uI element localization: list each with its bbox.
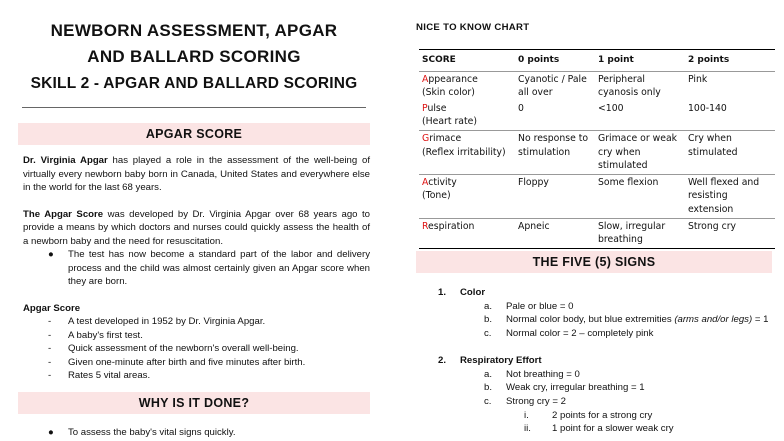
- list-item: - Quick assessment of the newborn's overall well-being.: [48, 343, 299, 354]
- table-row: [419, 130, 775, 174]
- list-item-text: Rates 5 vital areas.: [68, 370, 151, 381]
- apgar-chart-table: [419, 49, 775, 249]
- five-signs-list: [416, 286, 784, 436]
- title-line-1: NEWBORN ASSESSMENT, APGAR: [50, 21, 338, 40]
- row-initial: R: [422, 220, 429, 232]
- table-cell: Peripheral cyanosis only: [598, 73, 661, 99]
- title-line-2: AND BALLARD SCORING: [87, 47, 301, 66]
- list-item: [416, 313, 784, 327]
- item-numeral: ii.: [524, 423, 531, 435]
- row-initial: A: [422, 176, 429, 188]
- sign-title: Color: [460, 287, 486, 298]
- apgar-name: Dr. Virginia Apgar: [23, 155, 108, 166]
- list-item: [416, 422, 784, 436]
- item-text: Not breathing = 0: [506, 368, 580, 380]
- column-header: 1 point: [595, 50, 685, 72]
- table-cell: Slow, irregular breathing: [595, 218, 685, 248]
- table-cell: Some flexion: [595, 174, 685, 218]
- intro-text: has played a role in the assessment of the well-being of virtually every newborn baby born in Canada, United States and everywhere else in the world for the last 68 years.: [23, 155, 370, 193]
- bullet-dot-icon: ●: [48, 249, 54, 260]
- row-subtitle: (Skin color): [422, 87, 475, 99]
- item-text: Weak cry, irregular breathing = 1: [506, 382, 645, 394]
- apgar-score-subheading: Apgar Score: [23, 302, 81, 314]
- apgar-score-term: The Apgar Score: [23, 208, 104, 220]
- sign-number: 2.: [438, 354, 447, 366]
- row-title: espiration: [428, 220, 475, 232]
- list-item-text: Quick assessment of the newborn's overall well-being.: [68, 343, 299, 354]
- sign-title: Respiratory Effort: [460, 354, 542, 366]
- table-cell: Apneic: [515, 218, 595, 248]
- list-item: [416, 300, 784, 314]
- table-cell: 100-140: [685, 101, 775, 131]
- list-item: [416, 327, 784, 341]
- row-label: [419, 174, 515, 218]
- why-bullet: [18, 426, 370, 440]
- title-divider: [22, 107, 366, 108]
- table-cell: <100: [595, 101, 685, 131]
- row-title: ulse: [427, 102, 447, 114]
- apgar-score-paragraph: [23, 208, 370, 249]
- row-initial: G: [422, 132, 430, 144]
- list-item: [416, 381, 784, 395]
- item-letter: b.: [484, 314, 493, 326]
- row-label: [419, 101, 515, 131]
- table-row: [419, 71, 775, 101]
- intro-paragraph: [23, 154, 370, 195]
- item-numeral: i.: [524, 409, 529, 421]
- table-cell: 0: [515, 101, 595, 131]
- row-subtitle: (Heart rate): [422, 116, 477, 128]
- apgar-score-heading: APGAR SCORE: [18, 123, 370, 145]
- sign-item: [416, 354, 784, 368]
- list-item: [416, 409, 784, 423]
- row-label: [419, 71, 515, 101]
- row-title: rimace: [429, 132, 462, 144]
- item-text: 1 point for a slower weak cry: [552, 423, 674, 435]
- sign-item: [416, 286, 784, 300]
- left-column: [18, 18, 370, 439]
- row-title: ppearance: [428, 73, 478, 85]
- column-header: SCORE: [419, 50, 515, 72]
- apgar-score-text: was developed by Dr. Virginia Apgar over 68 years ago to provide a means by which doctors and nurses could quickly assess the health of a newborn baby and the need for resuscitation.: [23, 208, 370, 247]
- list-item: - Rates 5 vital areas.: [48, 370, 151, 381]
- dash-list: [18, 315, 370, 383]
- table-cell: Well flexed and resisting extension: [685, 174, 775, 218]
- item-text-italic: (arms and/or legs): [674, 314, 753, 326]
- list-item-text: A baby's first test.: [68, 329, 143, 341]
- row-title: ctivity: [428, 176, 457, 188]
- table-row: [419, 101, 775, 131]
- page-title: [18, 18, 370, 70]
- list-item: [416, 368, 784, 382]
- row-subtitle: (Tone): [422, 190, 451, 202]
- item-text: Pale or blue = 0: [506, 300, 574, 312]
- nice-to-know-title: NICE TO KNOW CHART: [416, 22, 530, 33]
- list-item: - Given one-minute after birth and five minutes after birth.: [48, 356, 306, 368]
- list-item: - A baby's first test.: [48, 329, 143, 341]
- standard-bullet: [18, 248, 370, 289]
- column-header: 0 points: [515, 50, 595, 72]
- table-cell: Floppy: [515, 174, 595, 218]
- page-subtitle: SKILL 2 - APGAR AND BALLARD SCORING: [30, 75, 358, 92]
- row-initial: P: [422, 102, 428, 114]
- item-letter: c.: [484, 328, 492, 340]
- five-signs-heading: THE FIVE (5) SIGNS: [416, 251, 772, 273]
- item-text: Normal color body, but blue extremities: [506, 314, 675, 326]
- bullet-dot-icon: ●: [48, 426, 54, 438]
- item-text: Strong cry = 2: [506, 395, 566, 407]
- item-text: Normal color = 2 – completely pink: [506, 328, 654, 340]
- table-row: [419, 174, 775, 218]
- sign-number: 1.: [438, 287, 447, 298]
- table-row: [419, 218, 775, 248]
- list-item: [416, 395, 784, 409]
- table-cell: No response to stimulation: [515, 130, 595, 174]
- row-label: [419, 218, 515, 248]
- column-header: 2 points: [685, 50, 775, 72]
- table-cell: Cyanotic / Pale all over: [518, 73, 587, 99]
- table-header-row: [419, 50, 775, 72]
- row-label: [419, 130, 515, 174]
- why-bullet-text: To assess the baby's vital signs quickly.: [68, 426, 236, 438]
- item-text: 2 points for a strong cry: [552, 409, 653, 421]
- table-cell: Pink: [688, 73, 708, 85]
- item-letter: a.: [484, 300, 493, 312]
- row-subtitle: (Reflex irritability): [422, 146, 506, 158]
- table-cell: Grimace or weak cry when stimulated: [595, 130, 685, 174]
- bullet-text: The test has now become a standard part of the labor and delivery process and the child was almost certainly given an Apgar score when they are born.: [68, 249, 370, 287]
- list-item-text: Given one-minute after birth and five minutes after birth.: [68, 356, 306, 368]
- item-letter: c.: [484, 395, 492, 407]
- table-cell: Cry when stimulated: [685, 130, 775, 174]
- list-item: - A test developed in 1952 by Dr. Virginia Apgar.: [48, 316, 266, 327]
- item-text: = 1: [752, 314, 769, 326]
- why-heading: WHY IS IT DONE?: [18, 392, 370, 414]
- row-initial: A: [422, 73, 429, 85]
- list-item-text: A test developed in 1952 by Dr. Virginia Apgar.: [68, 316, 266, 327]
- item-letter: a.: [484, 368, 493, 380]
- item-letter: b.: [484, 382, 493, 394]
- table-cell: Strong cry: [685, 218, 775, 248]
